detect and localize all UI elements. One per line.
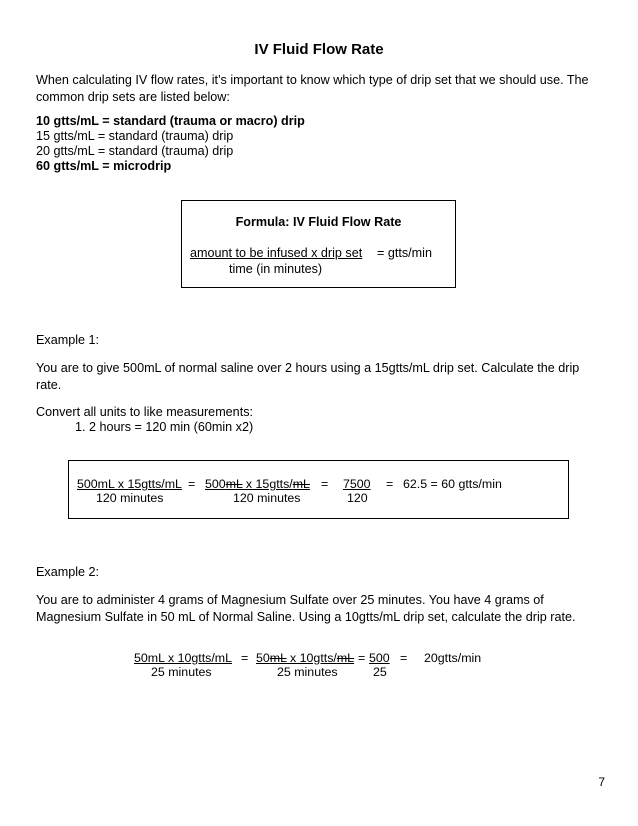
- equals-sign: =: [400, 651, 408, 665]
- example1-problem: You are to give 500mL of normal saline over 2 hours using a 15gtts/mL drip set. Calculate the drip rate.: [36, 361, 580, 392]
- page-title: IV Fluid Flow Rate: [254, 41, 384, 58]
- formula-numerator: amount to be infused x drip set: [190, 246, 363, 260]
- example1-numerator-1: 500mL x 15gtts/mL: [77, 477, 182, 491]
- example1-denominator-3: 120: [347, 491, 368, 505]
- example2-denominator-1: 25 minutes: [151, 665, 212, 679]
- convert-heading: Convert all units to like measurements:: [36, 405, 253, 419]
- page-number: 7: [598, 775, 605, 789]
- example2-numerator-3: 500: [369, 651, 390, 665]
- formula-result: = gtts/min: [377, 246, 432, 260]
- drip-set-line: 20 gtts/mL = standard (trauma) drip: [36, 144, 234, 158]
- equals-sign: =: [188, 477, 196, 491]
- example2-result: 20gtts/min: [424, 651, 482, 665]
- example1-numerator-3: 7500: [343, 477, 371, 491]
- example2-numerator-2: 50mL x 10gtts/mL: [256, 651, 355, 665]
- example2-problem: You are to administer 4 grams of Magnesium Sulfate over 25 minutes. You have 4 grams of Magnesium Sulfate in 50 mL of Normal Saline. Using a 10gtts/mL drip set, calculate the drip rate.: [36, 593, 576, 624]
- drip-set-line: 10 gtts/mL = standard (trauma or macro) drip: [36, 114, 305, 128]
- example1-denominator-2: 120 minutes: [233, 491, 301, 505]
- drip-set-line: 15 gtts/mL = standard (trauma) drip: [36, 129, 234, 143]
- formula-heading: Formula: IV Fluid Flow Rate: [235, 215, 402, 229]
- equals-sign: =: [386, 477, 394, 491]
- conversion-step: 1. 2 hours = 120 min (60min x2): [75, 420, 254, 434]
- example1-result: 62.5 = 60 gtts/min: [403, 477, 502, 491]
- example2-label: Example 2:: [36, 565, 99, 579]
- example2-denominator-2: 25 minutes: [277, 665, 338, 679]
- example2-denominator-3: 25: [373, 665, 387, 679]
- equals-sign: =: [321, 477, 329, 491]
- example1-label: Example 1:: [36, 333, 99, 347]
- equals-sign: =: [241, 651, 249, 665]
- equals-sign: =: [358, 651, 366, 665]
- intro-paragraph: When calculating IV flow rates, it’s important to know which type of drip set that we should use. The common drip sets are listed below:: [36, 73, 589, 104]
- example2-numerator-1: 50mL x 10gtts/mL: [134, 651, 233, 665]
- example1-numerator-2: 500mL x 15gtts/mL: [205, 477, 310, 491]
- formula-denominator: time (in minutes): [229, 262, 323, 276]
- example1-denominator-1: 120 minutes: [96, 491, 164, 505]
- drip-set-line: 60 gtts/mL = microdrip: [36, 159, 172, 173]
